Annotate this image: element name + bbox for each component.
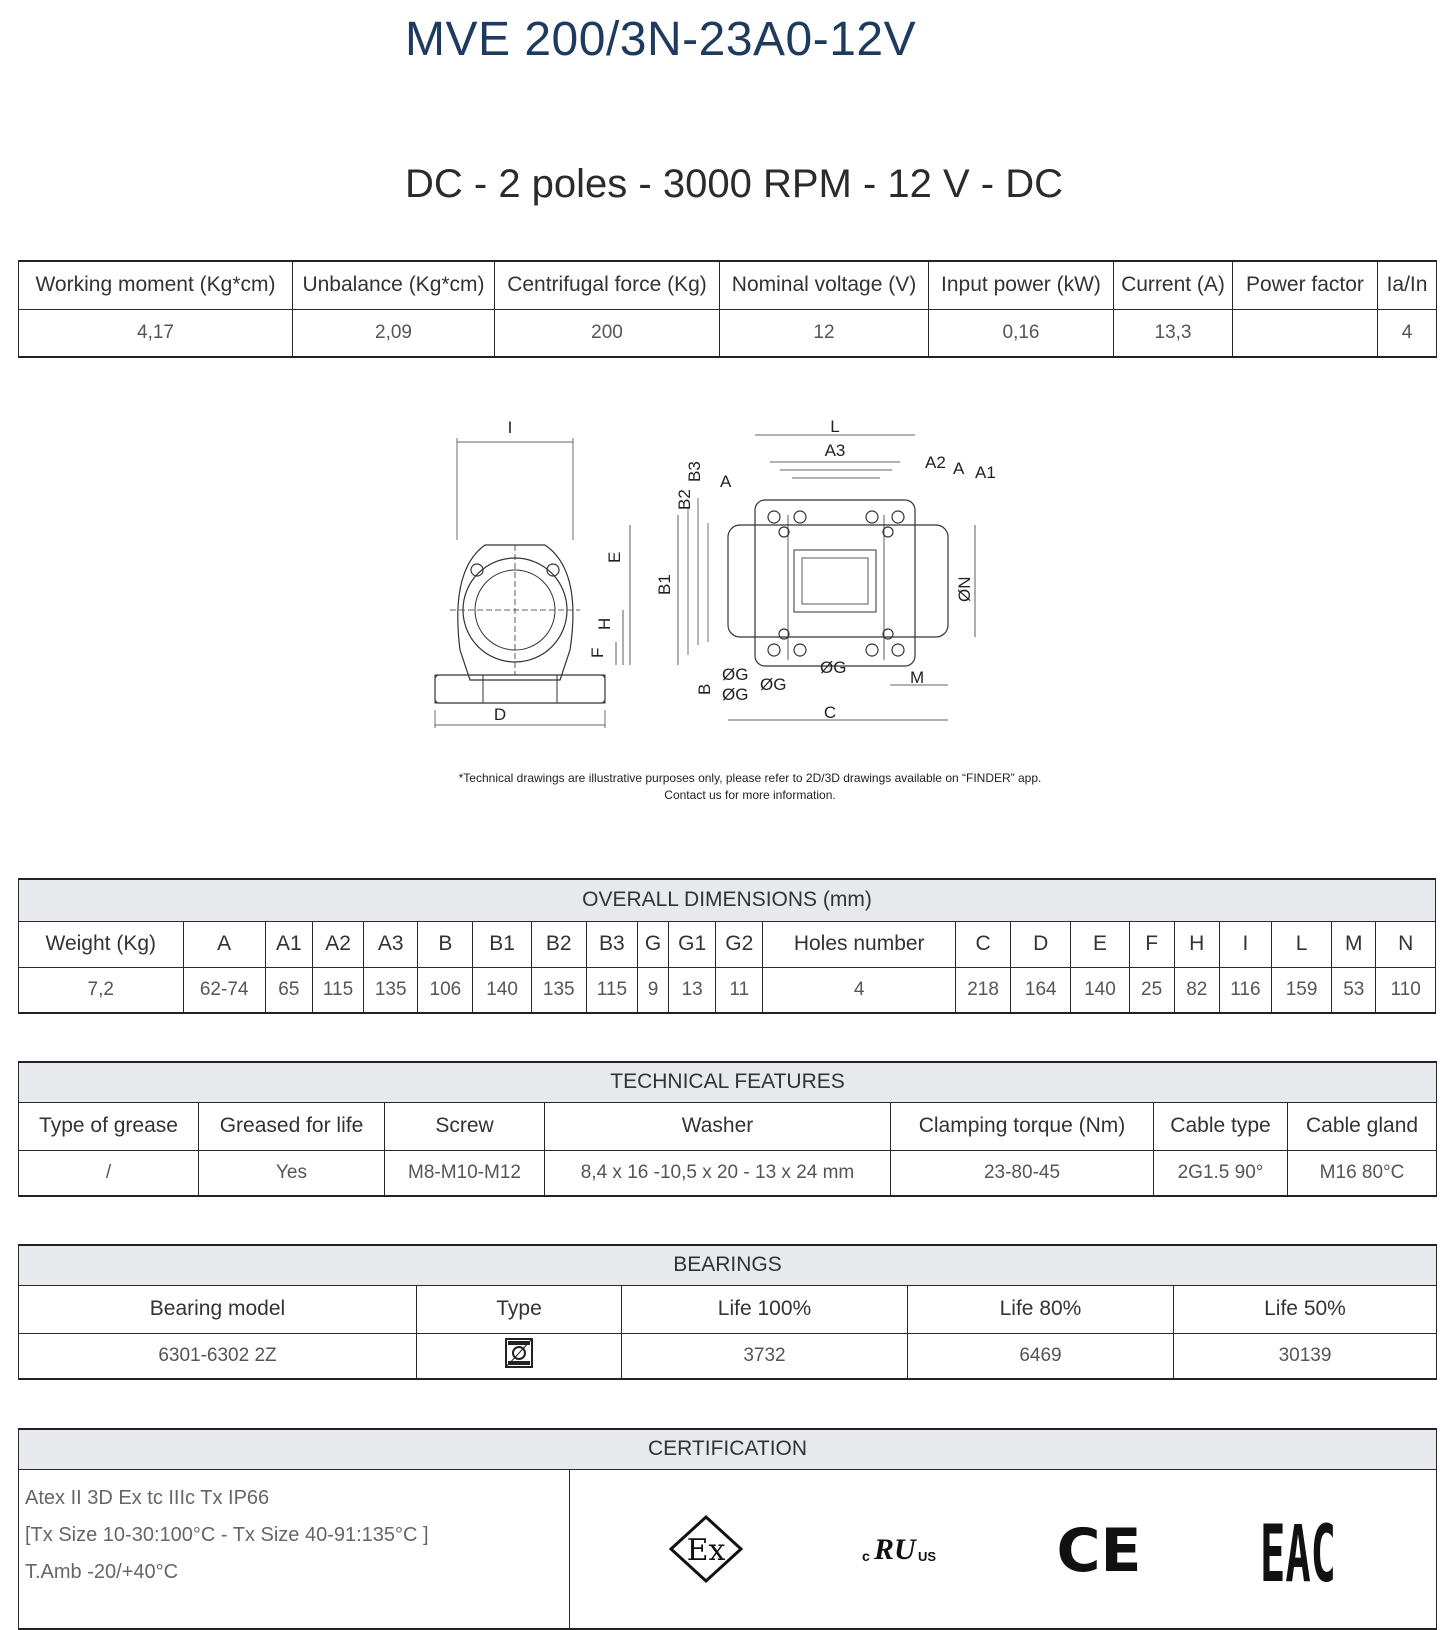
dimensions-value-18: 116	[1219, 967, 1271, 1013]
technical-header-5: Cable type	[1154, 1102, 1288, 1150]
svg-text:c: c	[862, 1547, 870, 1564]
dimensions-value-3: 115	[312, 967, 363, 1013]
dim-label-l: L	[830, 417, 840, 436]
technical-value-2: M8-M10-M12	[385, 1150, 545, 1196]
dimensions-header-15: E	[1071, 921, 1129, 967]
technical-value-1: Yes	[199, 1150, 385, 1196]
value-centrifugal-force: 200	[495, 309, 720, 357]
value-life-50: 30139	[1174, 1333, 1437, 1379]
value-bearing-model: 6301-6302 2Z	[19, 1333, 417, 1379]
dim-label-b1: B1	[655, 574, 674, 595]
dimensions-value-2: 65	[265, 967, 312, 1013]
dimensions-value-21: 110	[1376, 967, 1436, 1013]
technical-header-1: Greased for life	[199, 1102, 385, 1150]
header-bearing-type: Type	[417, 1285, 622, 1333]
dim-label-g3: ØG	[760, 675, 787, 694]
dimensions-header-14: D	[1011, 921, 1071, 967]
value-working-moment: 4,17	[19, 309, 293, 357]
technical-header-0: Type of grease	[19, 1102, 199, 1150]
electrical-table	[18, 260, 1437, 358]
certification-title: CERTIFICATION	[19, 1429, 1437, 1469]
dimensions-header-18: I	[1219, 921, 1271, 967]
technical-value-6: M16 80°C	[1288, 1150, 1437, 1196]
dim-label-g1: ØG	[722, 665, 749, 684]
dim-label-b: B	[695, 683, 714, 695]
dimensions-table	[18, 878, 1436, 1014]
technical-header-3: Washer	[545, 1102, 891, 1150]
header-bearing-model: Bearing model	[19, 1285, 417, 1333]
svg-text:CE: CE	[1056, 1515, 1142, 1586]
dim-label-c: C	[823, 703, 837, 722]
svg-text:EAC: EAC	[1260, 1509, 1336, 1600]
svg-text:Ex: Ex	[686, 1532, 726, 1568]
dimensions-header-4: A3	[364, 921, 418, 967]
technical-value-5: 2G1.5 90°	[1154, 1150, 1288, 1196]
dimensions-header-13: C	[956, 921, 1011, 967]
dimensions-value-14: 164	[1011, 967, 1071, 1013]
dimensions-header-10: G1	[669, 921, 716, 967]
svg-text:RU: RU	[874, 1532, 916, 1566]
dim-label-g4: ØG	[820, 658, 847, 677]
dimensions-header-1: A	[183, 921, 265, 967]
dimensions-header-3: A2	[312, 921, 363, 967]
dimensions-value-16: 25	[1129, 967, 1174, 1013]
ex-logo	[668, 1514, 744, 1584]
value-bearing-type	[417, 1333, 622, 1379]
dimensions-header-20: M	[1332, 921, 1376, 967]
dimensions-value-10: 13	[669, 967, 716, 1013]
dimensions-value-12: 4	[763, 967, 956, 1013]
value-nominal-voltage: 12	[720, 309, 929, 357]
cert-line-atex: Atex II 3D Ex tc IIIc Tx IP66	[25, 1486, 270, 1509]
value-ia-in: 4	[1378, 309, 1437, 357]
header-centrifugal-force: Centrifugal force (Kg)	[495, 261, 720, 309]
header-input-power: Input power (kW)	[929, 261, 1114, 309]
dimensions-header-2: A1	[265, 921, 312, 967]
technical-header-4: Clamping torque (Nm)	[891, 1102, 1154, 1150]
certification-text	[19, 1469, 570, 1629]
dim-label-e: E	[605, 551, 624, 563]
certification-logos	[570, 1469, 1437, 1629]
bearings-table	[18, 1244, 1437, 1380]
value-power-factor	[1233, 309, 1378, 357]
ul-logo	[860, 1529, 940, 1569]
value-input-power: 0,16	[929, 309, 1114, 357]
dimensions-value-4: 135	[364, 967, 418, 1013]
dim-label-d: D	[493, 705, 507, 724]
technical-value-4: 23-80-45	[891, 1150, 1154, 1196]
dimensions-value-8: 115	[586, 967, 637, 1013]
technical-drawing	[410, 417, 1060, 810]
value-life-80: 6469	[908, 1333, 1174, 1379]
dim-label-a3: A3	[824, 441, 846, 460]
certification-table	[18, 1428, 1437, 1630]
header-ia-in: Ia/In	[1378, 261, 1437, 309]
value-unbalance: 2,09	[293, 309, 495, 357]
dimensions-header-5: B	[418, 921, 473, 967]
dimensions-header-12: Holes number	[763, 921, 956, 967]
header-unbalance: Unbalance (Kg*cm)	[293, 261, 495, 309]
technical-value-3: 8,4 x 16 -10,5 x 20 - 13 x 24 mm	[545, 1150, 891, 1196]
header-life-100: Life 100%	[622, 1285, 908, 1333]
dim-label-m: M	[910, 668, 925, 687]
technical-title: TECHNICAL FEATURES	[19, 1062, 1437, 1102]
header-life-50: Life 50%	[1174, 1285, 1437, 1333]
dimensions-header-7: B2	[531, 921, 586, 967]
header-power-factor: Power factor	[1233, 261, 1378, 309]
dim-label-a-left: A	[720, 472, 732, 491]
header-life-80: Life 80%	[908, 1285, 1174, 1333]
page-title: MVE 200/3N-23A0-12V	[405, 13, 917, 66]
technical-value-0: /	[19, 1150, 199, 1196]
dimensions-header-0: Weight (Kg)	[19, 921, 184, 967]
value-life-100: 3732	[622, 1333, 908, 1379]
dimensions-value-13: 218	[956, 967, 1011, 1013]
dimensions-header-17: H	[1174, 921, 1219, 967]
technical-table	[18, 1061, 1437, 1197]
dim-label-g2: ØG	[722, 685, 749, 704]
dimensions-value-1: 62-74	[183, 967, 265, 1013]
dimensions-header-8: B3	[586, 921, 637, 967]
ce-logo	[1056, 1515, 1142, 1586]
dimensions-value-17: 82	[1174, 967, 1219, 1013]
dimensions-value-15: 140	[1071, 967, 1129, 1013]
dimensions-header-19: L	[1272, 921, 1332, 967]
dim-label-b2: B2	[675, 489, 694, 510]
dimensions-value-7: 135	[531, 967, 586, 1013]
dim-label-a: A	[953, 459, 965, 478]
bearings-title: BEARINGS	[19, 1245, 1437, 1285]
dim-label-a2: A2	[925, 453, 946, 472]
dimensions-value-19: 159	[1272, 967, 1332, 1013]
dimensions-value-6: 140	[473, 967, 531, 1013]
dimensions-value-0: 7,2	[19, 967, 184, 1013]
dimensions-value-11: 11	[716, 967, 763, 1013]
dim-label-a1: A1	[975, 463, 996, 482]
technical-header-6: Cable gland	[1288, 1102, 1437, 1150]
header-working-moment: Working moment (Kg*cm)	[19, 261, 293, 309]
dimensions-value-20: 53	[1332, 967, 1376, 1013]
technical-header-2: Screw	[385, 1102, 545, 1150]
drawing-note	[430, 770, 1070, 804]
drawing-note-line1: *Technical drawings are illustrative purposes only, please refer to 2D/3D drawings available on “FINDER” app.	[458, 771, 1042, 785]
drawing-note-line2: Contact us for more information.	[664, 788, 836, 802]
dim-label-h: H	[595, 617, 614, 630]
dimensions-value-5: 106	[418, 967, 473, 1013]
dim-label-n: ØN	[955, 576, 974, 602]
value-current: 13,3	[1114, 309, 1233, 357]
dimensions-header-21: N	[1376, 921, 1436, 967]
page-subtitle: DC - 2 poles - 3000 RPM - 12 V - DC	[405, 162, 1063, 206]
cert-line-tx: [Tx Size 10-30:100°C - Tx Size 40-91:135°C ]	[25, 1523, 429, 1546]
dimensions-value-9: 9	[637, 967, 668, 1013]
dimensions-header-11: G2	[716, 921, 763, 967]
dimensions-title: OVERALL DIMENSIONS (mm)	[19, 879, 1436, 921]
svg-text:US: US	[918, 1548, 937, 1564]
sealed-ball-bearing-icon	[504, 1337, 534, 1369]
dimensions-header-16: F	[1129, 921, 1174, 967]
dim-label-f: F	[588, 647, 607, 658]
dim-label-i: I	[507, 418, 513, 437]
dimensions-header-6: B1	[473, 921, 531, 967]
cert-line-tamb: T.Amb -20/+40°C	[25, 1560, 179, 1583]
side-view	[435, 438, 630, 728]
header-nominal-voltage: Nominal voltage (V)	[720, 261, 929, 309]
header-current: Current (A)	[1114, 261, 1233, 309]
dim-label-b3: B3	[685, 461, 704, 482]
eac-logo	[1258, 1509, 1338, 1600]
dimensions-header-9: G	[637, 921, 668, 967]
